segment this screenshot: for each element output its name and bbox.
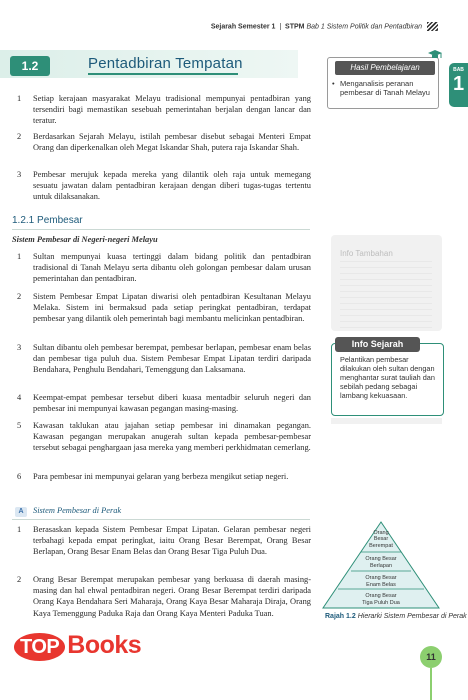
- intro-number: 2: [17, 132, 22, 141]
- perak-paragraph: Berasaskan kepada Sistem Pembesar Empat Lipatan. Gelaran pembesar negeri terbahagi kepada empat peringkat, iaitu Orang Besar Berempat, Orang Besar Berlapan, Orang Besar Enam Belas dan Orang Besar Tiga Puluh Dua.: [33, 525, 311, 557]
- header-subject: Sejarah Semester 1: [210, 23, 276, 31]
- intro-number: 3: [17, 170, 22, 179]
- section-number: 1.2: [10, 56, 50, 76]
- body-number: 3: [17, 343, 22, 352]
- publisher-logo-icon: [427, 22, 438, 31]
- hierarchy-pyramid: [317, 520, 445, 610]
- subsection-badge: A: [15, 507, 27, 517]
- body-paragraph: Sultan mempunyai kuasa tertinggi dalam bidang politik dan pentadbiran tradisional di Tanah Melayu serta dibantu oleh golongan pembesar dalam urusan pemerintahan dan pentadbiran.: [33, 252, 311, 284]
- body-paragraph: Kawasan taklukan atau jajahan setiap pembesar ini dinamakan pegangan. Kawasan pegangan merupakan anugerah sultan kepada pembesar-pembesar tersebut sebagai penghargaan jasa mereka yang memberi perkhidmatan cemerlang.: [33, 421, 311, 453]
- subsection-heading: 1.2.1 Pembesar: [12, 215, 83, 226]
- perak-paragraph: Orang Besar Berempat merupakan pembesar yang berkuasa di daerah masing-masing dan hal ehwal pentadbiran negeri. Orang Besar Berempat terdiri daripada Orang Kaya Bendahara Seri Maharaja, Orang Kaya Besar Maharaja Diraja, Orang Kaya Temenggung Paduka Raja dan Orang Kaya Menteri Paduka Tuan.: [33, 575, 311, 618]
- side-illustration-image: [340, 258, 432, 328]
- page-number: 11: [420, 646, 442, 668]
- body-number: 2: [17, 292, 22, 301]
- perak-number: 2: [17, 575, 22, 584]
- page-number-bar: [430, 668, 432, 700]
- body-paragraph: Sistem Pembesar Empat Lipatan diwarisi oleh pentadbiran Kesultanan Melayu Melaka. Sistem ini bermaksud pada setiap peringkat pentadbiran, terdapat pembesar yang dilantik oleh pemerintah bagi membantu melicinkan pentadbiran.: [33, 292, 311, 324]
- body-number: 1: [17, 252, 22, 261]
- pyramid-level-4-line-1: Orang Besar: [365, 593, 397, 599]
- pyramid-level-4-line-2: Tiga Puluh Dua: [362, 600, 400, 606]
- intro-paragraph: Berdasarkan Sejarah Melayu, istilah pembesar disebut sebagai Menteri Empat Orang dan diperkenalkan oleh Megat Iskandar Shah, putera raja Iskandar Shah.: [33, 132, 311, 153]
- perak-number: 1: [17, 525, 22, 534]
- chapter-tab: [449, 63, 468, 107]
- section-title-underline: [88, 73, 238, 75]
- intro-paragraph: Setiap kerajaan masyarakat Melayu tradisional mempunyai pentadbiran yang tersendiri bagi memastikan sesebuah pemerintahan berjalan dengan lancar dan teratur.: [33, 94, 311, 126]
- info-title: Info Sejarah: [335, 337, 420, 352]
- pyramid-level-1-word-1: Orang: [373, 530, 389, 536]
- subsection-subheading: Sistem Pembesar di Negeri-negeri Melayu: [12, 235, 158, 244]
- pyramid-level-3-line-2: Enam Belas: [366, 582, 396, 588]
- figure-caption-label: Rajah 1.2: [325, 613, 356, 620]
- body-paragraph: Sultan dibantu oleh pembesar berempat, pembesar berlapan, pembesar enam belas dan pembesar tiga puluh dua. Sistem Pembesar Empat Lipatan terdiri daripada Bendahara, Penghulu Bendahari, Temenggung dan Laksamana.: [33, 343, 311, 375]
- pyramid-level-1-word-2: Besar: [373, 536, 389, 542]
- chapter-tab-number: 1: [452, 73, 465, 95]
- header-chapter: Bab 1: [306, 23, 325, 31]
- info-text: Pelantikan pembesar dilakukan oleh sultan dengan menghantar surat tauliah dan sebilah pedang sebagai lambang kekuasaan.: [340, 355, 435, 400]
- running-header: Sejarah Semester 1 | STPM Bab 1 Sistem Politik dan Pentadbiran: [211, 22, 438, 31]
- subsection-a-title: Sistem Pembesar di Perak: [33, 506, 122, 515]
- section-title: Pentadbiran Tempatan: [88, 55, 243, 72]
- body-number: 5: [17, 421, 22, 430]
- side-divider: [331, 418, 442, 424]
- watermark-top: TOP: [14, 633, 65, 661]
- side-illustration-label: Info Tambahan: [340, 249, 393, 258]
- pyramid-level-2-line-1: Orang Besar: [365, 556, 397, 562]
- learning-outcome-title: Hasil Pembelajaran: [335, 61, 435, 75]
- topbooks-watermark: [14, 631, 141, 661]
- pyramid-level-1-word-3: Berempat: [369, 543, 393, 549]
- body-number: 6: [17, 472, 22, 481]
- graduation-cap-icon: [428, 49, 442, 61]
- header-exam: STPM: [285, 23, 305, 31]
- intro-number: 1: [17, 94, 22, 103]
- body-number: 4: [17, 393, 22, 402]
- body-paragraph: Para pembesar ini mempunyai gelaran yang berbeza mengikut setiap negeri.: [33, 472, 289, 481]
- figure-caption: [325, 612, 467, 621]
- body-paragraph: Keempat-empat pembesar tersebut diberi kuasa mentadbir seluruh negeri dan pembesar ini mempunyai kawasan pegangan masing-masing.: [33, 393, 311, 414]
- intro-paragraph: Pembesar merujuk kepada mereka yang dilantik oleh raja untuk memegang sesuatu jawatan dalam pentadbiran kerajaan dengan diberi tugas-tugas tertentu untuk dilaksanakan.: [33, 170, 311, 202]
- header-chapter-title: Sistem Politik dan Pentadbiran: [326, 23, 423, 31]
- pyramid-level-3-line-1: Orang Besar: [365, 575, 397, 581]
- subsection-a-divider: [12, 519, 310, 520]
- pyramid-level-2-line-2: Berlapan: [369, 563, 393, 569]
- subsection-divider: [12, 229, 310, 230]
- learning-outcome-item: • Menganalisis peranan pembesar di Tanah Melayu: [340, 79, 435, 97]
- chapter-tab-label: BAB: [453, 67, 464, 73]
- watermark-books: Books: [67, 631, 142, 659]
- figure-caption-text: Hierarki Sistem Pembesar di Perak: [357, 613, 467, 620]
